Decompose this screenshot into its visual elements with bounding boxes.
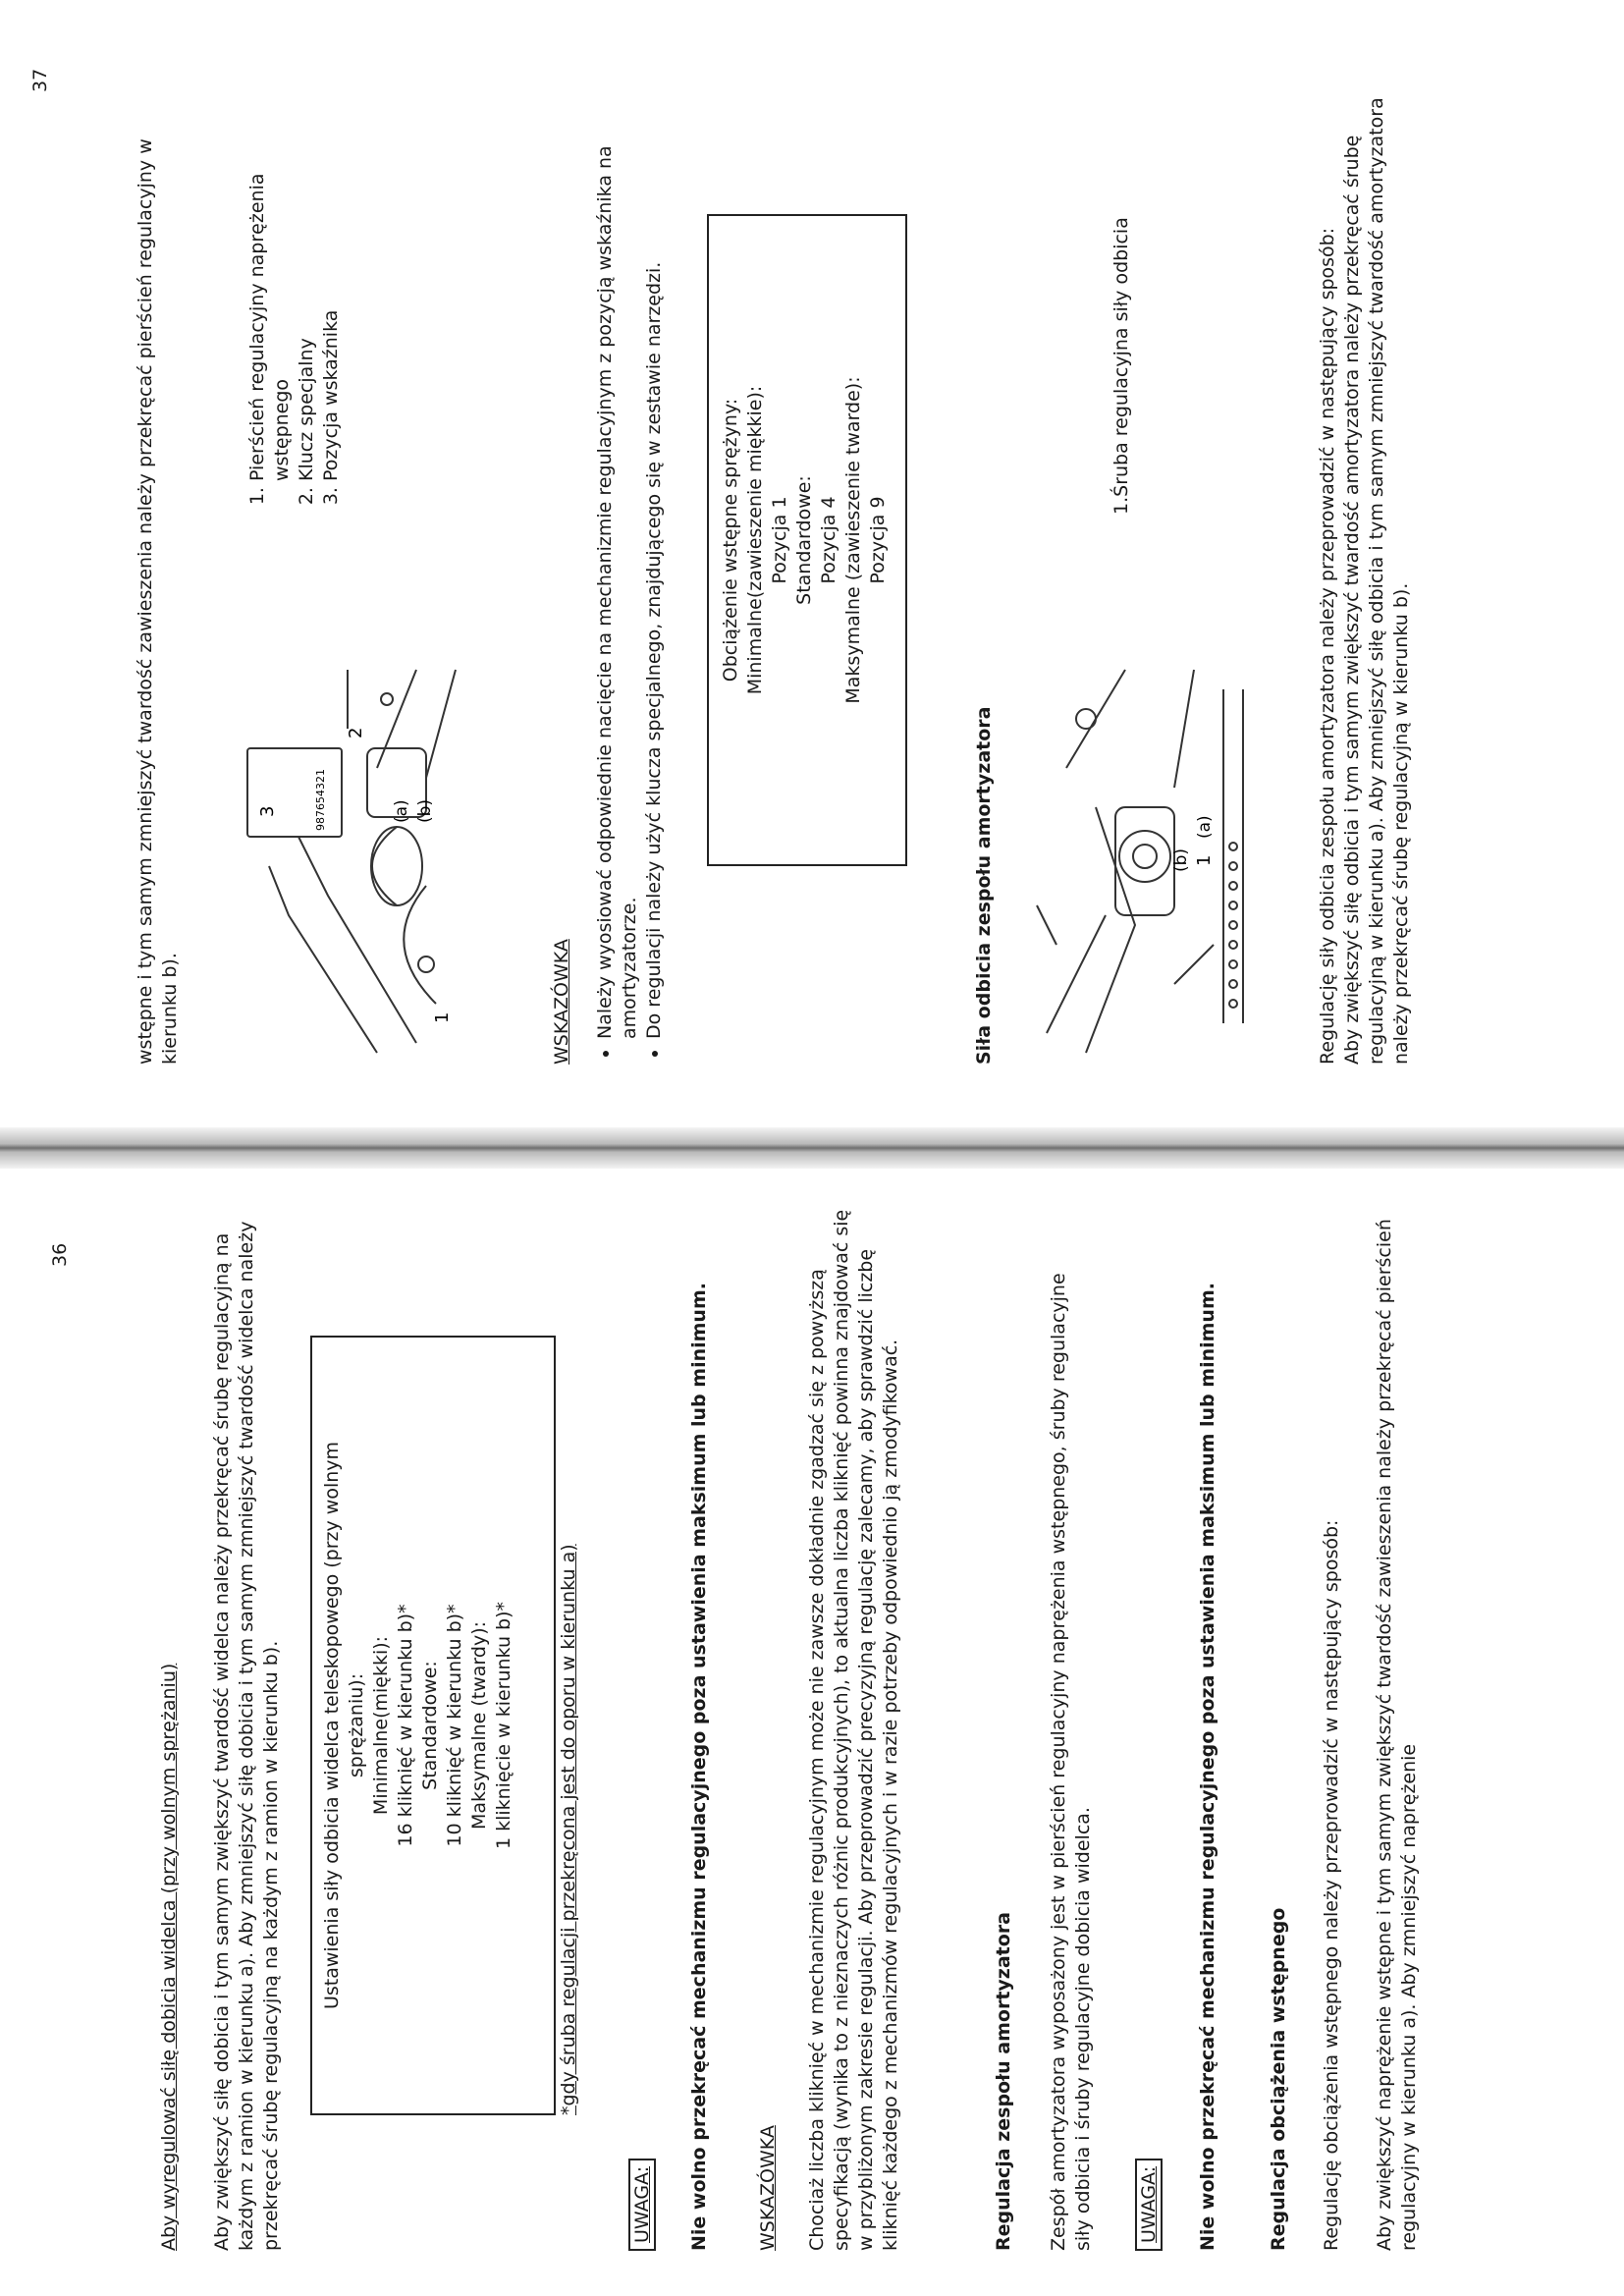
rebound-heading: Siła odbicia zespołu amortyzatora <box>973 706 995 1065</box>
legend-item: 3. Pozycja wskaźnika <box>319 69 344 481</box>
tip-text: Chociaż liczba kliknięć w mechanizmie regulacyjnym może nie zawsze dokładnie zgadzać się z powyższą specyfikacją (wynika to z nieznaczych różnic produkcyjnych), to aktualna liczba kliknięć powinna znajdować się w przybliżonym zakresie regulacji. Aby przeprowadzić precyzyjną regulację zalecamy, aby sprawdzić liczbę kliknięć każdego z mechanizmów regulacyjnych i w razie potrzeby odpowiednio ją zmodyfikować. <box>806 1209 901 2251</box>
rebound-adjuster-figure <box>1027 650 1263 1063</box>
figure-label: 1 <box>432 1011 453 1023</box>
preload-continuation: wstępne i tym samym zmniejszyć twardość zawieszenia należy przekręcać pierścień regulacyjny w kierunku b). <box>135 138 181 1065</box>
fork-rebound-intro: Aby zwiększyć siłę dobicia i tym samym zwiększyć twardość widelca należy przekręcać śrubę regulacyjną na każdym z ramion w kierunku a). Aby zmniejszyć siłę dobicia i tym samym zmniejszyć twardość widelca należy przekręcać śrubę regulacyjną na każdym z ramion w kierunku b). <box>211 1221 282 2251</box>
figure-label: 3 <box>257 805 278 817</box>
figure-label: (a) <box>392 799 411 823</box>
figure-label: 2 <box>346 727 366 738</box>
legend-item: 2. Klucz specjalny <box>295 69 319 481</box>
tip-label: WSKAZÓWKA <box>551 939 572 1065</box>
settings-line: Ustawienia siły odbicia widelca teleskopowego (przy wolnym <box>321 1441 343 2010</box>
warning-label: UWAGA: <box>1135 2159 1163 2251</box>
tip-item: • Należy wyosiować odpowiednie nacięcie na mechanizmie regulacyjnym z pozycją wskaźnika na amortyzatorze. <box>593 37 642 1039</box>
page-36 <box>0 1153 1624 2296</box>
indicator-scale: 987654321 <box>314 769 327 831</box>
page-number: 36 <box>49 1242 71 1267</box>
settings-line: Maksymalne (twardy): <box>468 1620 490 1831</box>
figure-label: 1 <box>1194 854 1215 866</box>
figure-label: (a) <box>1195 815 1215 839</box>
settings-line: Standardowe: <box>419 1661 441 1790</box>
settings-line: 1 kliknięcie w kierunku b)* <box>493 1601 514 1850</box>
settings-line: Minimalne(miękki): <box>370 1635 392 1816</box>
preload-ring-figure <box>230 650 465 1063</box>
page-37 <box>0 0 1624 1143</box>
preload-text: Aby zwiększyć naprężenie wstępne i tym samym zwiększyć twardość zawieszenia należy przekręcać pierścień regulacyjny w kierunku a). Aby zmniejszyć naprężenie <box>1374 1219 1420 2251</box>
settings-line: Pozycja 4 <box>818 496 839 584</box>
tip-list <box>593 37 667 1065</box>
rebound-text: Regulację siły odbicia zespołu amortyzatora należy przeprowadzić w następujący sposób: Aby zwiększyć siłę odbicia i tym samym zwiększyć twardość amortyzatora należy przekręcać śrubę regulacyjną w kierunku a). Aby zmniejszyć siłę odbicia i tym samym zmniejszyć twardość amortyzatora należy przekręcać śrubę regulacyjną w kierunku b). <box>1317 97 1412 1065</box>
shock-text: Zespół amortyzatora wyposażony jest w pierścień regulacyjny naprężenia wstępnego, śruby regulacyjne siły odbicia i śruby regulacyjne dobicia widelca. <box>1048 1273 1094 2251</box>
preload-text: Regulację obciążenia wstępnego należy przeprowadzić w następujący sposób: <box>1321 1519 1342 2251</box>
tip-item: • Do regulacji należy użyć klucza specjalnego, znajdującego się w zestawie narzędzi. <box>642 37 667 1039</box>
legend-item: 1. Pierścień regulacyjny naprężenia wstępnego <box>245 69 295 481</box>
preload-settings-box <box>707 214 907 866</box>
settings-line: sprężaniu): <box>346 1672 367 1778</box>
fork-rebound-heading: Aby wyregulować siłę dobicia widelca (przy wolnym sprężaniu) <box>158 1663 180 2251</box>
settings-line: 10 kliknięć w kierunku b)* <box>444 1604 465 1847</box>
settings-line: 16 kliknięć w kierunku b)* <box>395 1604 416 1847</box>
warning-label: UWAGA: <box>628 2159 656 2251</box>
warning-tag-wrap-2 <box>1135 2159 1163 2251</box>
shock-heading: Regulacja zespołu amortyzatora <box>993 1911 1014 2251</box>
page-number: 37 <box>29 68 51 92</box>
settings-line: Pozycja 9 <box>867 496 889 584</box>
figure-label: (b) <box>1171 847 1191 872</box>
settings-footnote: *gdy śruba regulacji przekręcona jest do oporu w kierunku a) <box>558 1544 579 2115</box>
settings-line: Minimalne(zawieszenie miękkie): <box>744 385 766 695</box>
settings-line: Standardowe: <box>793 475 815 605</box>
preload-heading: Regulacja obciążenia wstępnego <box>1268 1907 1289 2251</box>
warning-tag-wrap <box>628 2159 656 2251</box>
settings-line: Pozycja 1 <box>769 496 790 584</box>
preload-legend <box>245 69 344 515</box>
tip-label: WSKAZÓWKA <box>757 2125 779 2251</box>
figure-label: (b) <box>415 798 435 823</box>
rebound-legend: 1.Śruba regulacyjna siły odbicia <box>1110 217 1132 515</box>
settings-line: Maksymalne (zawieszenie twarde): <box>842 376 864 704</box>
warning-text: Nie wolno przekręcać mechanizmu regulacyjnego poza ustawienia maksimum lub minimum. <box>688 1283 710 2251</box>
settings-line: Obciążenie wstępne sprężyny: <box>720 398 741 683</box>
fork-settings-box <box>310 1336 579 2115</box>
warning-text: Nie wolno przekręcać mechanizmu regulacyjnego poza ustawienia maksimum lub minimum. <box>1197 1283 1218 2251</box>
